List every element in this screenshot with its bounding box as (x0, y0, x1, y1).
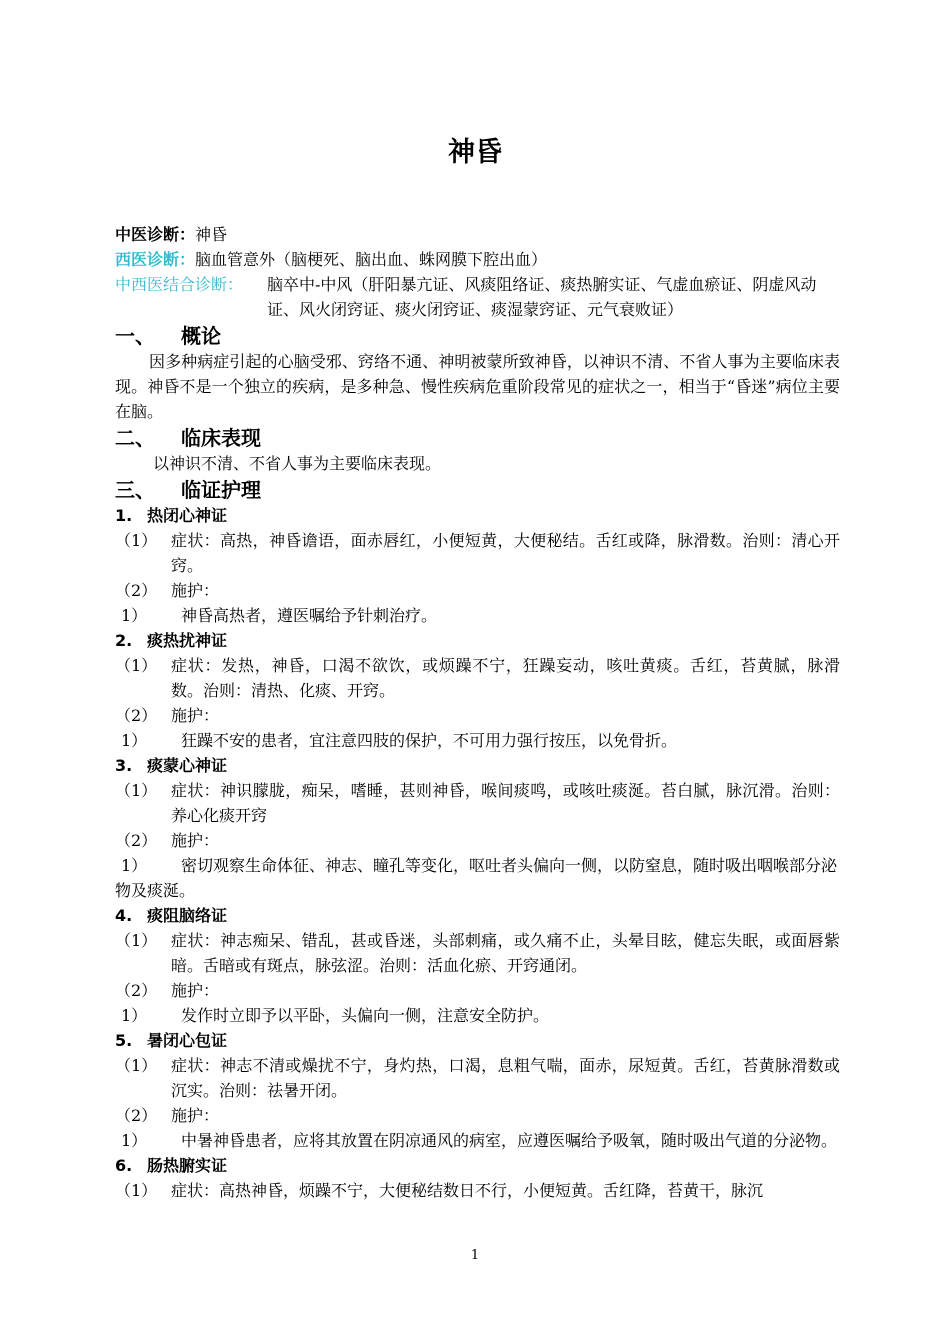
section-heading (115, 323, 840, 349)
care-item (115, 603, 840, 628)
section-title: 临床表现 (181, 426, 261, 450)
list-marker: 1） (121, 1006, 148, 1025)
care-label: 施护： (171, 706, 220, 725)
syndrome-heading (115, 1153, 840, 1178)
syndrome-name: 痰蒙心神证 (147, 756, 228, 775)
symptom-item (115, 528, 840, 578)
symptom-text: 症状：神志痴呆、错乱，甚或昏迷，头部刺痛，或久痛不止，头晕目眩，健忘失眠，或面唇紫暗。舌暗或有斑点，脉弦涩。治则：活血化瘀、开窍通闭。 (171, 931, 840, 975)
western-diagnosis-value: 脑血管意外（脑梗死、脑出血、蛛网膜下腔出血） (195, 250, 548, 269)
care-label-item (115, 978, 840, 1003)
syndrome-number: 3. (115, 756, 133, 775)
syndrome-number: 5. (115, 1031, 133, 1050)
page-number: 1 (470, 1248, 480, 1263)
syndrome-name: 痰热扰神证 (147, 631, 228, 650)
list-marker: （2） (115, 1106, 158, 1125)
care-label: 施护： (171, 581, 220, 600)
care-label: 施护： (171, 981, 220, 1000)
section-title: 概论 (181, 324, 221, 348)
care-item (115, 1128, 840, 1153)
list-marker: （1） (115, 931, 158, 950)
section-heading (115, 425, 840, 451)
care-label-item (115, 578, 840, 603)
list-marker: （2） (115, 706, 158, 725)
symptom-text: 症状：发热，神昏，口渴不欲饮，或烦躁不宁，狂躁妄动，咳吐黄痰。舌红，苔黄腻，脉滑数。治则：清热、化痰、开窍。 (171, 656, 840, 700)
symptom-item (115, 928, 840, 978)
care-text: 发作时立即予以平卧，头偏向一侧，注意安全防护。 (181, 1006, 550, 1025)
care-text: 神昏高热者，遵医嘱给予针刺治疗。 (181, 606, 438, 625)
list-marker: （2） (115, 981, 158, 1000)
list-marker: 1） (121, 606, 148, 625)
section-number: 二、 (115, 426, 155, 450)
symptom-item (115, 1178, 840, 1203)
care-label: 施护： (171, 831, 220, 850)
syndrome-name: 热闭心神证 (147, 506, 228, 525)
list-marker: 1） (121, 731, 148, 750)
tcm-diagnosis-label: 中医诊断： (115, 225, 196, 244)
syndrome-number: 4. (115, 906, 133, 925)
care-item (115, 853, 840, 903)
list-marker: 1） (121, 856, 148, 875)
symptom-text: 症状：高热，神昏谵语，面赤唇红，小便短黄，大便秘结。舌红或降，脉滑数。治则：清心开窍。 (171, 531, 840, 575)
list-marker: （2） (115, 581, 158, 600)
section-paragraph: 因多种病症引起的心脑受邪、窍络不通、神明被蒙所致神昏，以神识不清、不省人事为主要临床表现。神昏不是一个独立的疾病，是多种急、慢性疾病危重阶段常见的症状之一，相当于“昏迷”病位主要在脑。 (115, 352, 840, 421)
section-heading (115, 477, 840, 503)
symptom-item (115, 1053, 840, 1103)
page-title: 神昏 (448, 137, 502, 168)
list-marker: 1） (121, 1131, 148, 1150)
section-number: 三、 (115, 478, 155, 502)
tcm-diagnosis (115, 222, 840, 247)
care-item (115, 728, 840, 753)
syndrome-number: 2. (115, 631, 133, 650)
syndrome-number: 1. (115, 506, 133, 525)
care-text: 中暑神昏患者，应将其放置在阴凉通风的病室，应遵医嘱给予吸氧，随时吸出气道的分泌物。 (181, 1131, 838, 1150)
care-text: 密切观察生命体征、神志、瞳孔等变化，呕吐者头偏向一侧，以防窒息，随时吸出咽喉部分泌物及痰涎。 (115, 856, 838, 900)
symptom-item (115, 778, 840, 828)
care-label-item (115, 703, 840, 728)
symptom-text: 症状：高热神昏，烦躁不宁，大便秘结数日不行，小便短黄。舌红降，苔黄干，脉沉 (171, 1181, 764, 1200)
syndrome-name: 暑闭心包证 (147, 1031, 228, 1050)
syndrome-heading (115, 503, 840, 528)
document-content (115, 222, 840, 1203)
symptom-text: 症状：神识朦胧，痴呆，嗜睡，甚则神昏，喉间痰鸣，或咳吐痰涎。苔白腻，脉沉滑。治则：养心化痰开窍 (171, 781, 840, 825)
symptom-text: 症状：神志不清或燥扰不宁，身灼热，口渴，息粗气喘，面赤，尿短黄。舌红，苔黄脉滑数或沉实。治则：祛暑开闭。 (171, 1056, 840, 1100)
integrated-diagnosis-label: 中西医结合诊断： (115, 275, 244, 294)
symptom-item (115, 653, 840, 703)
list-marker: （1） (115, 531, 158, 550)
syndrome-heading (115, 628, 840, 653)
syndrome-name: 肠热腑实证 (147, 1156, 228, 1175)
syndrome-heading (115, 753, 840, 778)
care-item (115, 1003, 840, 1028)
syndrome-heading (115, 1028, 840, 1053)
list-marker: （1） (115, 656, 158, 675)
syndrome-name: 痰阻脑络证 (147, 906, 228, 925)
list-marker: （1） (115, 781, 158, 800)
care-label-item (115, 828, 840, 853)
tcm-diagnosis-value: 神昏 (195, 225, 228, 244)
list-marker: （1） (115, 1181, 158, 1200)
section-title: 临证护理 (181, 478, 261, 502)
care-text: 狂躁不安的患者，宜注意四肢的保护，不可用力强行按压，以免骨折。 (181, 731, 678, 750)
syndrome-heading (115, 903, 840, 928)
care-label-item (115, 1103, 840, 1128)
integrated-diagnosis-value: 脑卒中-中风（肝阳暴亢证、风痰阻络证、痰热腑实证、气虚血瘀证、阴虚风动证、风火闭窍证、痰火闭窍证、痰湿蒙窍证、元气衰败证） (267, 275, 817, 319)
western-diagnosis (115, 247, 840, 272)
section-paragraph: 以神识不清、不省人事为主要临床表现。 (153, 454, 442, 473)
integrated-diagnosis (115, 272, 840, 322)
syndrome-number: 6. (115, 1156, 133, 1175)
section-number: 一、 (115, 324, 155, 348)
list-marker: （2） (115, 831, 158, 850)
care-label: 施护： (171, 1106, 220, 1125)
western-diagnosis-label: 西医诊断： (115, 250, 196, 269)
list-marker: （1） (115, 1056, 158, 1075)
